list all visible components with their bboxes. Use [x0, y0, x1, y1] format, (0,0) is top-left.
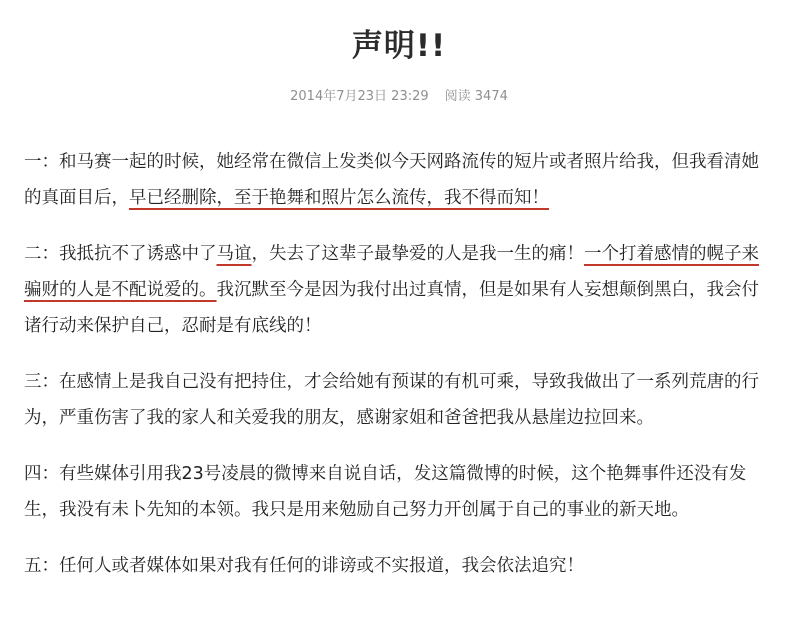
paragraph-text: 四：有些媒体引用我23号凌晨的微博来自说自话，发这篇微博的时候，这个艳舞事件还没有发生，我没有未卜先知的本领。我只是用来勉励自己努力开创属于自己的事业的新天地。 — [24, 464, 747, 520]
publish-date: 2014年7月23日 23:29 — [290, 89, 429, 104]
paragraph-text: ，失去了这辈子最挚爱的人是我一生的痛！ — [251, 244, 584, 264]
paragraph-3 — [24, 364, 774, 436]
paragraph-1 — [24, 144, 774, 216]
read-count: 阅读 3474 — [444, 89, 508, 104]
paragraph-text: 我沉默至今是因为我付出过真情，但是如果有人妄想颠倒黑白，我会付诸行动来保护自己，忍耐是有底线的！ — [24, 280, 759, 336]
page-title: 声明!! — [351, 28, 447, 64]
paragraph-text: 一：和马赛一起的时候，她经常在微信上发类似今天网路流传的短片或者照片给我，但我看清她的真面目后， — [24, 152, 759, 208]
underlined-text: 马谊 — [216, 244, 252, 264]
paragraph-2 — [24, 236, 774, 344]
article-body — [24, 144, 774, 584]
underlined-text: 早已经删除，至于艳舞和照片怎么流传，我不得而知！ — [129, 188, 549, 208]
article-meta — [24, 88, 774, 106]
underlined-text: 一个打着感情的幌子来骗财的人是不配说爱的。 — [24, 244, 759, 300]
paragraph-5 — [24, 548, 774, 584]
paragraph-text: 五：任何人或者媒体如果对我有任何的诽谤或不实报道，我会依法追究！ — [24, 556, 584, 576]
paragraph-text: 三：在感情上是我自己没有把持住，才会给她有预谋的有机可乘，导致我做出了一系列荒唐的行为，严重伤害了我的家人和关爱我的朋友，感谢家姐和爸爸把我从悬崖边拉回来。 — [24, 372, 759, 428]
paragraph-text: 二：我抵抗不了诱惑中了 — [24, 244, 217, 264]
paragraph-4 — [24, 456, 774, 528]
